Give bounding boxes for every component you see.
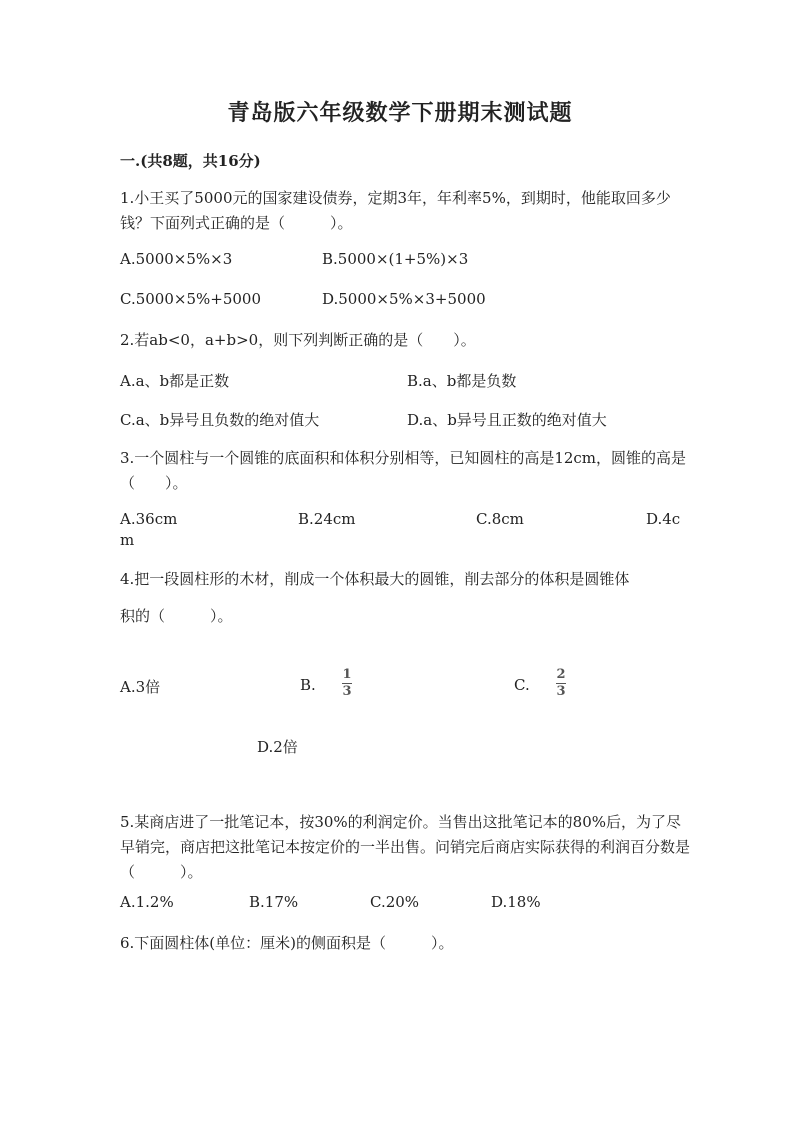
question-5-option-a: A.1.2% — [120, 893, 174, 911]
question-1-option-b: B.5000×(1+5%)×3 — [322, 250, 469, 268]
question-2-text: 2.若ab<0，a+b>0，则下列判断正确的是（ ）。 — [120, 331, 476, 349]
question-5-option-d: D.18% — [491, 893, 541, 911]
question-2-option-d: D.a、b异号且正数的绝对值大 — [407, 411, 607, 429]
question-4-text-line-2: 积的（ ）。 — [120, 607, 233, 625]
question-3-option-d-wrap: m — [120, 531, 135, 549]
question-2-option-c: C.a、b异号且负数的绝对值大 — [120, 411, 320, 429]
fraction-denominator: 3 — [342, 684, 352, 699]
question-4-option-c: C. — [514, 676, 530, 694]
question-4-option-b: B. — [300, 676, 316, 694]
question-4-option-d: D.2倍 — [257, 738, 298, 756]
question-2-option-b: B.a、b都是负数 — [407, 372, 517, 390]
question-1-option-a: A.5000×5%×3 — [120, 250, 233, 268]
fraction-two-thirds — [556, 669, 566, 698]
fraction-numerator: 2 — [556, 667, 566, 682]
question-1-option-d: D.5000×5%×3+5000 — [322, 290, 486, 308]
question-3-option-c: C.8cm — [476, 510, 524, 528]
question-3-option-b: B.24cm — [298, 510, 356, 528]
question-6-text: 6.下面圆柱体(单位：厘米)的侧面积是（ ）。 — [120, 934, 454, 952]
question-1-text: 1.小王买了5000元的国家建设债券，定期3年，年利率5%，到期时，他能取回多少钱？下面列式正确的是（ ）。 — [120, 189, 671, 232]
fraction-one-third — [342, 669, 352, 698]
question-3-option-a: A.36cm — [120, 510, 178, 528]
question-5-option-b: B.17% — [249, 893, 299, 911]
section-heading: 一.(共8题，共16分) — [120, 152, 261, 170]
fraction-numerator: 1 — [342, 667, 352, 682]
question-2-option-a: A.a、b都是正数 — [120, 372, 230, 390]
question-5-option-c: C.20% — [370, 893, 420, 911]
question-1-option-c: C.5000×5%+5000 — [120, 290, 261, 308]
question-3-text: 3.一个圆柱与一个圆锥的底面积和体积分别相等，已知圆柱的高是12cm，圆锥的高是（ ）。 — [120, 449, 687, 492]
fraction-denominator: 3 — [556, 684, 566, 699]
question-3-option-d: D.4c — [646, 510, 681, 528]
question-4-option-a: A.3倍 — [120, 678, 161, 696]
page-title: 青岛版六年级数学下册期末测试题 — [227, 100, 573, 126]
question-4-text-line-1: 4.把一段圆柱形的木材，削成一个体积最大的圆锥，削去部分的体积是圆锥体 — [120, 570, 630, 588]
question-5-text: 5.某商店进了一批笔记本，按30%的利润定价。当售出这批笔记本的80%后，为了尽早销完，商店把这批笔记本按定价的一半出售。问销完后商店实际获得的利润百分数是（ ）。 — [120, 813, 691, 881]
